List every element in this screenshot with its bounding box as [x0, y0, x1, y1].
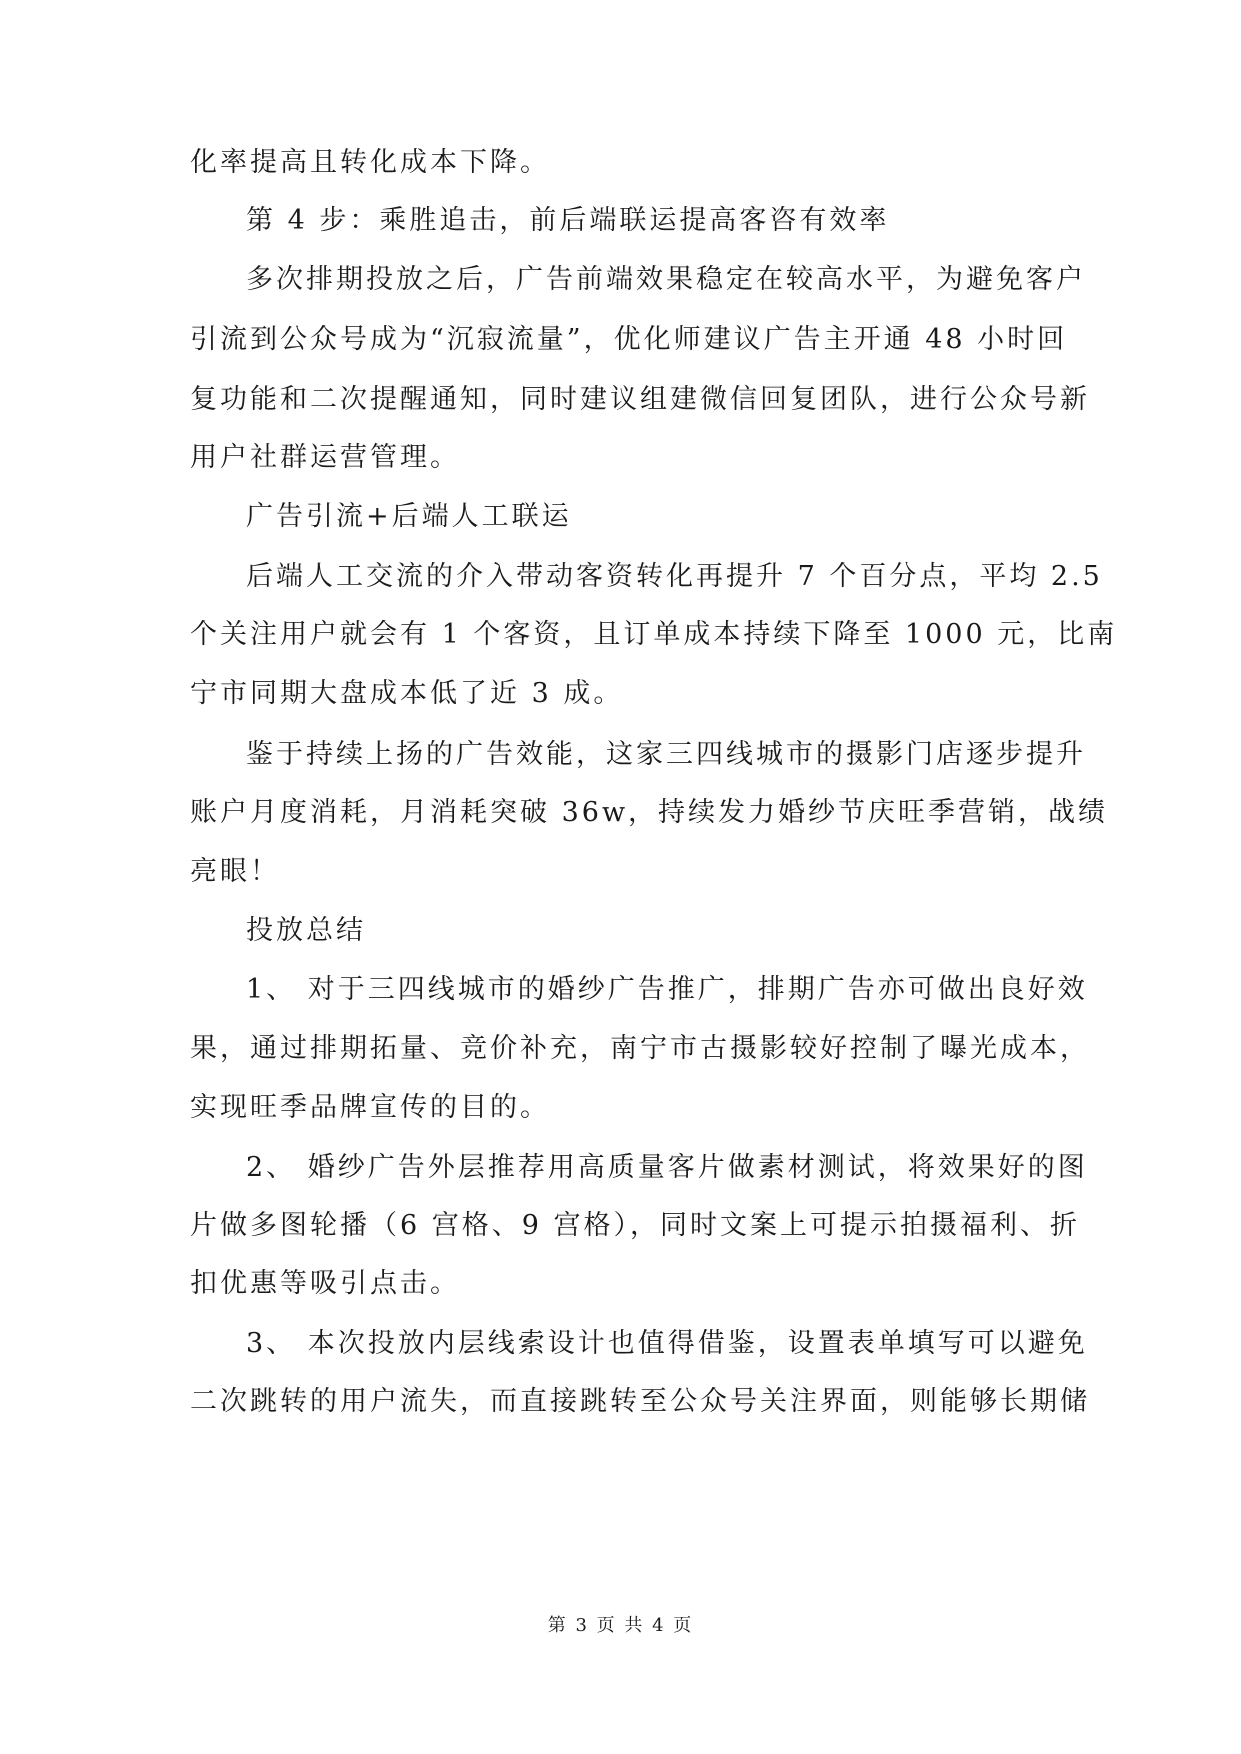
paragraph-line: 复功能和二次提醒通知，同时建议组建微信回复团队，进行公众号新 [190, 384, 1090, 415]
list-item-line: 实现旺季品牌宣传的目的。 [190, 1092, 550, 1123]
list-item-line: 二次跳转的用户流失，而直接跳转至公众号关注界面，则能够长期储 [190, 1386, 1090, 1417]
paragraph-line: 宁市同期大盘成本低了近 3 成。 [190, 678, 624, 709]
list-item-line: 片做多图轮播（6 宫格、9 宫格），同时文案上可提示拍摄福利、折 [190, 1210, 1081, 1241]
list-item-line: 果，通过排期拓量、竞价补充，南宁市古摄影较好控制了曝光成本， [190, 1033, 1090, 1064]
paragraph-line: 引流到公众号成为“沉寂流量”，优化师建议广告主开通 48 小时回 [190, 324, 1068, 355]
paragraph-line: 账户月度消耗，月消耗突破 36w，持续发力婚纱节庆旺季营销，战绩 [190, 797, 1109, 828]
paragraph-line: 化率提高且转化成本下降。 [190, 147, 550, 178]
list-item-line: 2、 婚纱广告外层推荐用高质量客片做素材测试，将效果好的图 [246, 1152, 1088, 1183]
paragraph-line: 用户社群运营管理。 [190, 442, 460, 473]
paragraph-line: 多次排期投放之后，广告前端效果稳定在较高水平，为避免客户 [246, 264, 1086, 295]
paragraph-line: 后端人工交流的介入带动客资转化再提升 7 个百分点，平均 2.5 [246, 561, 1103, 592]
section-heading: 广告引流+后端人工联运 [246, 501, 572, 532]
list-item-line: 3、 本次投放内层线索设计也值得借鉴，设置表单填写可以避免 [246, 1328, 1088, 1359]
step-heading: 第 4 步：乘胜追击，前后端联运提高客咨有效率 [246, 205, 890, 236]
list-item-line: 1、 对于三四线城市的婚纱广告推广，排期广告亦可做出良好效 [246, 974, 1088, 1005]
paragraph-line: 亮眼！ [190, 856, 280, 887]
paragraph-line: 个关注用户就会有 1 个客资，且订单成本持续下降至 1000 元，比南 [190, 619, 1118, 650]
page-number: 第 3 页 共 4 页 [547, 1615, 694, 1636]
paragraph-line: 鉴于持续上扬的广告效能，这家三四线城市的摄影门店逐步提升 [246, 739, 1086, 770]
list-item-line: 扣优惠等吸引点击。 [190, 1268, 460, 1299]
section-heading: 投放总结 [246, 915, 366, 946]
